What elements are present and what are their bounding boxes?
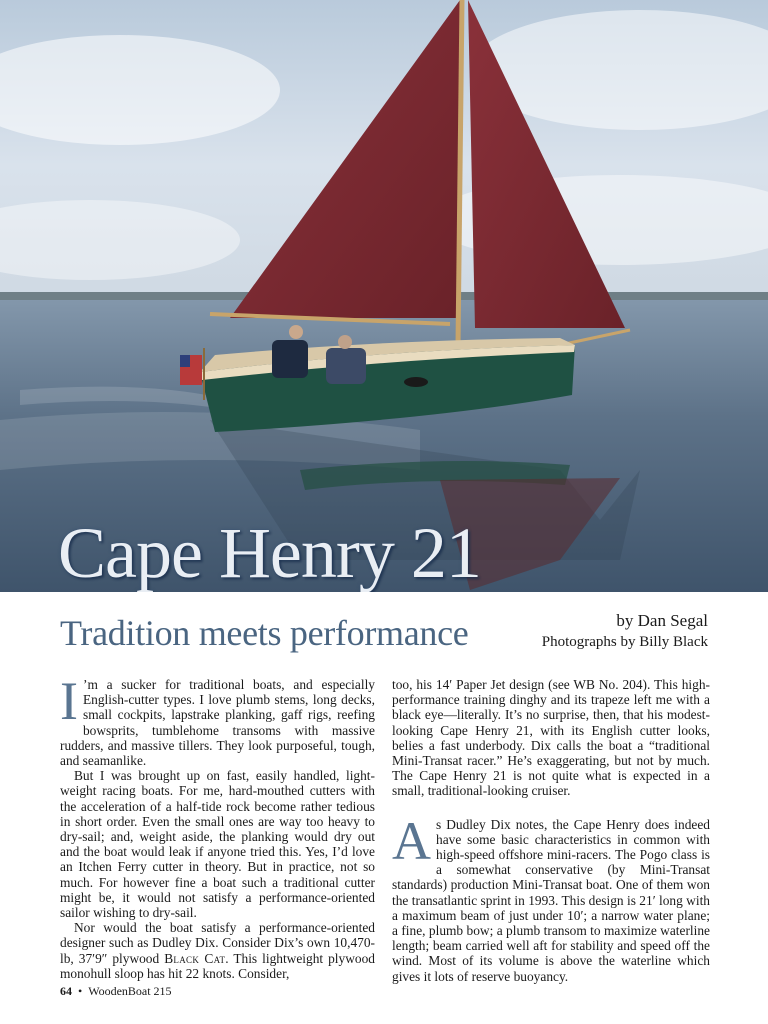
page-number: 64 bbox=[60, 984, 72, 998]
page-footer bbox=[60, 984, 172, 999]
drop-cap: I bbox=[60, 671, 78, 731]
body-paragraph bbox=[60, 920, 375, 981]
body-column-right bbox=[392, 677, 710, 984]
article-subtitle: Tradition meets performance bbox=[60, 613, 469, 653]
paragraph-text: . This lightweight plywood monohull sloop has hit 22 knots. Consider, bbox=[60, 950, 375, 981]
body-paragraph bbox=[60, 671, 375, 769]
body-paragraph: But I was brought up on fast, easily handled, light-weight racing boats. For me, hard-mouthed cutters with the acceleration of a half-tide rock become rather tedious in short order. Even the small ones are way too heavy to dry-sail; and, weight aside, the planking would dry out and the boat would leak if anyone tried this. Yes, I’d love an Itchen Ferry cutter in theory. But in practice, not so much. For however fine a boat such a traditional cutter might be, it would not satisfy a performance-oriented sailor wishing to dry-sail. bbox=[60, 768, 375, 921]
drop-cap: A bbox=[392, 810, 431, 871]
body-paragraph: too, his 14′ Paper Jet design (see WB No. 204). This high-performance training dinghy and its trapeze left me with a black eye—literally. It’s no surprise, then, that his modest-looking Cape Henry 21, with its English cutter looks, belies a fast underbody. Dix calls the boat a “traditional Mini-Transat racer.” He’s exaggerating, but not by much. The Cape Henry 21 is not quite what is expected in a small, traditional-looking cruiser. bbox=[392, 677, 710, 799]
article-title: Cape Henry 21 bbox=[58, 513, 481, 592]
photo-credit: Photographs by Billy Black bbox=[541, 634, 708, 650]
paragraph-text: Nor would the boat satisfy a performance-oriented designer such as Dudley Dix. Consider Dix’s own 10,470-lb, 37′9″ plywood bbox=[60, 920, 375, 966]
boat-name: Black Cat bbox=[164, 950, 226, 966]
body-column-left bbox=[60, 671, 375, 981]
publication-name: WoodenBoat 215 bbox=[88, 984, 172, 998]
author-credit: by Dan Segal bbox=[616, 611, 708, 630]
footer-bullet: • bbox=[78, 984, 83, 998]
byline bbox=[542, 611, 708, 651]
paragraph-text: s Dudley Dix notes, the Cape Henry does indeed have some basic characteristics in common with high-speed offshore mini-racers. The Pogo class is a somewhat conservative (by Mini-Transat standards) production Mini-Transat boat. One of them won the transatlantic sprint in 1993. This design is 21′ long with a maximum beam of just under 10′; a narrow water plane; a fine, plumb bow; a plumb transom to maximize waterline length; beam carried well aft for stability and speed off the wind. Most of its volume is above the waterline which gives it lots of reserve buoyancy. bbox=[392, 816, 710, 984]
paragraph-text: ’m a sucker for traditional boats, and especially English-cutter types. I love plumb stems, long decks, small cockpits, lapstrake planking, gaff rigs, reefing bowsprits, tumblehome transoms with massive rudders, and massive tillers. They look purposeful, tough, and seamanlike. bbox=[60, 677, 375, 769]
body-paragraph bbox=[392, 810, 710, 984]
